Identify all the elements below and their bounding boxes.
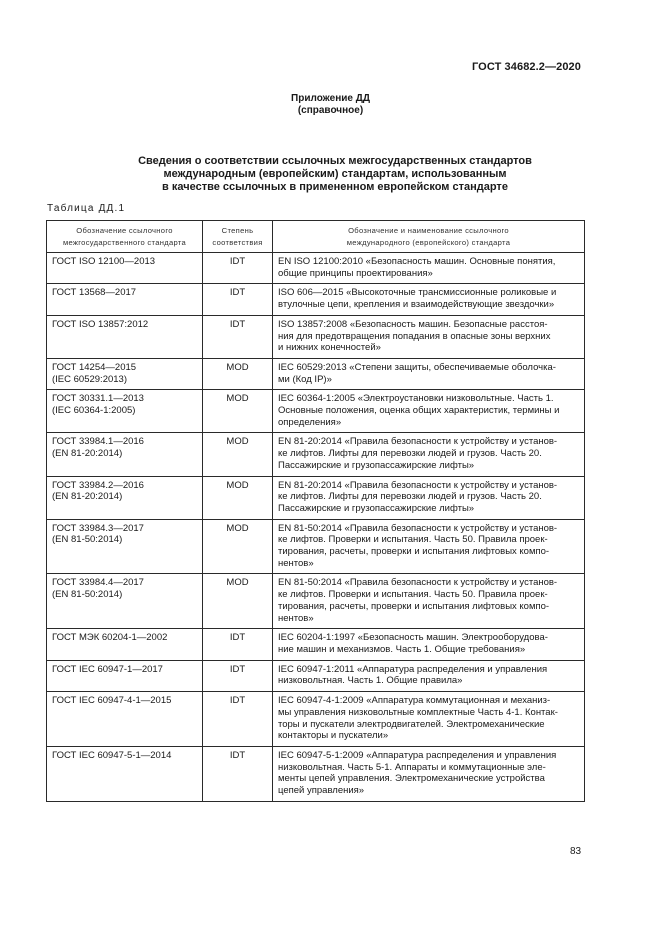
reference-line: ния для предотвращения попадания в опасные зоны верхних <box>278 330 551 342</box>
standard-line: (EN 81-50:2014) <box>52 589 123 601</box>
standard-line: ГОСТ 14254—2015 <box>52 361 137 373</box>
reference-line: цепей управления» <box>278 785 365 797</box>
standard-line: ГОСТ 30331.1—2013 <box>52 393 144 405</box>
cell-degree: MOD <box>203 519 273 574</box>
cell-standard <box>47 284 203 315</box>
reference-line: низковольтная. Часть 5-1. Аппараты и коммутационные эле- <box>278 761 546 773</box>
reference-line: ке лифтов. Проверки и испытания. Часть 50. Правила проек- <box>278 534 548 546</box>
reference-line: IEC 60947-4-1:2009 «Аппаратура коммутационная и механиз- <box>278 695 551 707</box>
reference-line: низковольтная. Часть 1. Общие правила» <box>278 675 463 687</box>
standard-line: (EN 81-20:2014) <box>52 491 123 503</box>
cell-standard <box>47 358 203 389</box>
standard-line: ГОСТ IEC 60947-4-1—2015 <box>52 695 172 707</box>
cell-reference <box>273 660 585 691</box>
reference-line: ISO 13857:2008 «Безопасность машин. Безопасные расстоя- <box>278 318 548 330</box>
cell-reference <box>273 692 585 747</box>
cell-reference <box>273 390 585 433</box>
reference-line: EN 81-50:2014 «Правила безопасности к устройству и установ- <box>278 577 558 589</box>
header-line: межгосударственного стандарта <box>62 238 187 247</box>
cell-standard <box>47 660 203 691</box>
cell-reference <box>273 476 585 519</box>
cell-degree: MOD <box>203 390 273 433</box>
reference-line: EN 81-20:2014 «Правила безопасности к устройству и установ- <box>278 479 558 491</box>
table-label: Таблица ДД.1 <box>47 203 126 214</box>
reference-line: тирования, расчеты, проверки и испытания лифтовых компо- <box>278 600 550 612</box>
reference-line: EN 81-50:2014 «Правила безопасности к устройству и установ- <box>278 522 558 534</box>
standard-line: (EN 81-50:2014) <box>52 534 123 546</box>
standard-line: ГОСТ 33984.3—2017 <box>52 522 144 534</box>
table-row <box>47 433 585 476</box>
standard-line: ГОСТ ISO 12100—2013 <box>52 256 156 267</box>
cell-reference <box>273 433 585 476</box>
standard-line: ГОСТ 33984.4—2017 <box>52 577 144 589</box>
appendix-heading <box>0 93 661 117</box>
cell-degree: MOD <box>203 358 273 389</box>
appendix-subtitle: (справочное) <box>297 105 364 116</box>
reference-line: торы и пускатели электродвигателей. Электромеханические <box>278 718 545 730</box>
reference-line: IEC 60529:2013 «Степени защиты, обеспечиваемые оболочка- <box>278 361 556 373</box>
table-row <box>47 574 585 629</box>
section-title-line: международным (европейским) стандартам, использованным <box>163 168 507 180</box>
reference-line: тирования, расчеты, проверки и испытания лифтовых компо- <box>278 546 550 558</box>
cell-standard <box>47 253 203 284</box>
reference-line: нентов» <box>278 612 314 624</box>
reference-line: Основные положения, оценка общих характеристик, термины и <box>278 405 560 417</box>
table-row <box>47 692 585 747</box>
section-title-line: в качестве ссылочных в примененном европейском стандарте <box>162 181 508 193</box>
table-row <box>47 519 585 574</box>
reference-line: ми (Код IP)» <box>278 373 332 385</box>
header-degree <box>203 221 273 253</box>
reference-line: мы управления низковольтные комплектные Часть 4-1. Контак- <box>278 706 558 718</box>
reference-line: Пассажирские и грузопассажирские лифты» <box>278 502 475 514</box>
appendix-title: Приложение ДД <box>291 93 370 104</box>
cell-standard <box>47 746 203 801</box>
cell-reference <box>273 253 585 284</box>
standard-line: ГОСТ МЭК 60204-1—2002 <box>52 632 168 644</box>
cell-reference <box>273 746 585 801</box>
page-number: 83 <box>570 846 582 857</box>
cell-reference <box>273 519 585 574</box>
header-standard <box>47 221 203 253</box>
cell-standard <box>47 433 203 476</box>
header-line: международного (европейского) стандарта <box>346 238 511 247</box>
header-line: Степень <box>221 226 254 235</box>
cell-standard <box>47 390 203 433</box>
reference-line: ISO 606—2015 «Высокоточные трансмиссионные роликовые и <box>278 287 557 299</box>
header-line: Обозначение ссылочного <box>76 226 173 235</box>
cell-degree: MOD <box>203 574 273 629</box>
section-title <box>60 155 610 194</box>
header-reference <box>273 221 585 253</box>
cell-degree: MOD <box>203 433 273 476</box>
reference-line: ке лифтов. Лифты для перевозки людей и грузов. Часть 20. <box>278 491 542 503</box>
reference-line: втулочные цепи, крепления и взаимодействующие звездочки» <box>278 299 555 311</box>
reference-line: IEC 60947-1:2011 «Аппаратура распределения и управления <box>278 663 548 675</box>
cell-degree: IDT <box>203 253 273 284</box>
cell-reference <box>273 574 585 629</box>
standard-line: (IEC 60529:2013) <box>52 373 127 385</box>
reference-line: ке лифтов. Лифты для перевозки людей и грузов. Часть 20. <box>278 448 542 460</box>
table-body <box>47 253 585 802</box>
reference-line: контакторы и пускатели» <box>278 730 389 742</box>
table-row <box>47 284 585 315</box>
cell-reference <box>273 284 585 315</box>
cell-degree: IDT <box>203 660 273 691</box>
table-header-row <box>47 221 585 253</box>
cell-standard <box>47 315 203 358</box>
reference-line: и нижних конечностей» <box>278 342 381 354</box>
cell-reference <box>273 358 585 389</box>
correspondence-table <box>46 220 585 802</box>
cell-degree: IDT <box>203 692 273 747</box>
table-row <box>47 358 585 389</box>
table-row <box>47 746 585 801</box>
standard-line: ГОСТ 13568—2017 <box>52 287 137 299</box>
cell-degree: IDT <box>203 315 273 358</box>
cell-degree: IDT <box>203 746 273 801</box>
document-code: ГОСТ 34682.2—2020 <box>471 61 581 73</box>
reference-line: общие принципы проектирования» <box>278 267 433 279</box>
reference-line: EN ISO 12100:2010 «Безопасность машин. Основные понятия, <box>278 256 556 267</box>
table-row <box>47 315 585 358</box>
cell-reference <box>273 629 585 660</box>
standard-line: ГОСТ 33984.2—2016 <box>52 479 144 491</box>
table-row <box>47 629 585 660</box>
standard-line: ГОСТ 33984.1—2016 <box>52 436 144 448</box>
standard-line: ГОСТ IEC 60947-5-1—2014 <box>52 749 172 761</box>
cell-standard <box>47 692 203 747</box>
cell-standard <box>47 519 203 574</box>
cell-standard <box>47 629 203 660</box>
section-title-line: Сведения о соответствии ссылочных межгосударственных стандартов <box>138 155 532 167</box>
standard-line: ГОСТ IEC 60947-1—2017 <box>52 663 163 675</box>
cell-degree: IDT <box>203 284 273 315</box>
table-row <box>47 476 585 519</box>
standard-line: (EN 81-20:2014) <box>52 448 123 460</box>
table-row <box>47 390 585 433</box>
reference-line: EN 81-20:2014 «Правила безопасности к устройству и установ- <box>278 436 558 448</box>
reference-line: определения» <box>278 416 342 428</box>
reference-line: ние машин и механизмов. Часть 1. Общие требования» <box>278 643 526 655</box>
table-row <box>47 660 585 691</box>
cell-degree: IDT <box>203 629 273 660</box>
reference-line: нентов» <box>278 557 314 569</box>
reference-line: IEC 60204-1:1997 «Безопасность машин. Электрооборудова- <box>278 632 548 644</box>
cell-reference <box>273 315 585 358</box>
reference-line: менты цепей управления. Электромеханические устройства <box>278 773 545 785</box>
cell-standard <box>47 476 203 519</box>
standard-line: ГОСТ ISO 13857:2012 <box>52 318 149 330</box>
reference-line: Пассажирские и грузопассажирские лифты» <box>278 459 475 471</box>
cell-degree: MOD <box>203 476 273 519</box>
reference-line: IEC 60364-1:2005 «Электроустановки низковольтные. Часть 1. <box>278 393 554 405</box>
reference-line: ке лифтов. Проверки и испытания. Часть 50. Правила проек- <box>278 589 548 601</box>
cell-standard <box>47 574 203 629</box>
standard-line: (IEC 60364-1:2005) <box>52 405 136 417</box>
reference-line: IEC 60947-5-1:2009 «Аппаратура распределения и управления <box>278 749 557 761</box>
header-line: Обозначение и наименование ссылочного <box>348 226 509 235</box>
header-line: соответствия <box>212 238 263 247</box>
table-row <box>47 253 585 284</box>
